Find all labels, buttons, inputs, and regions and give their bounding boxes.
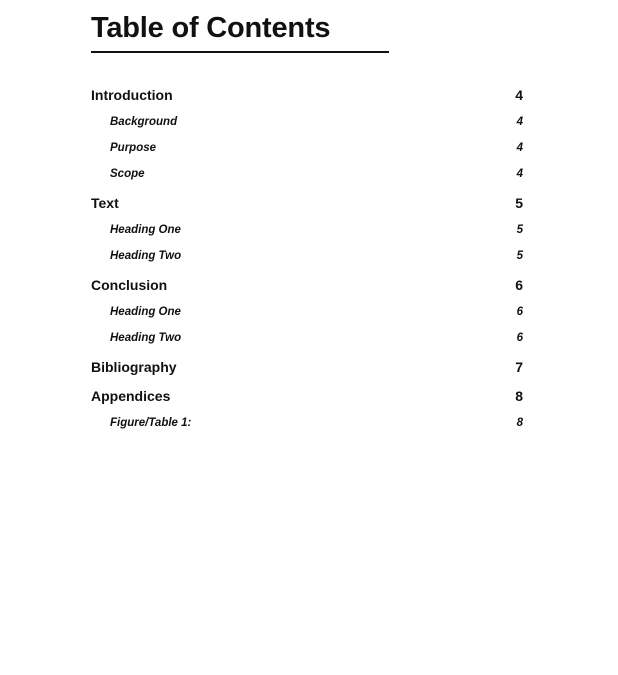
- toc-entry-background[interactable]: [91, 114, 523, 130]
- toc-entry-heading-two[interactable]: [91, 330, 523, 346]
- toc-entry-page-number: 4: [516, 168, 523, 180]
- title-underline: [91, 51, 389, 53]
- toc-entry-label: Heading One: [110, 306, 181, 318]
- toc-entry-conclusion[interactable]: [91, 275, 523, 295]
- toc-entry-appendices[interactable]: [91, 386, 523, 406]
- toc-entry-page-number: 8: [516, 417, 523, 429]
- toc-entry-page-number: 7: [515, 359, 523, 375]
- toc-entry-heading-two[interactable]: [91, 248, 523, 264]
- toc-entry-label: Figure/Table 1:: [110, 417, 192, 429]
- toc-entry-label: Heading Two: [110, 250, 182, 262]
- toc-entry-label: Conclusion: [91, 277, 168, 293]
- toc-entry-page-number: 5: [515, 195, 523, 211]
- toc-entry-label: Heading One: [110, 224, 181, 236]
- toc-entry-bibliography[interactable]: [91, 357, 523, 377]
- toc-entry-label: Heading Two: [110, 332, 182, 344]
- toc-entry-purpose[interactable]: [91, 140, 523, 156]
- toc-entry-page-number: 4: [516, 116, 523, 128]
- toc-entry-introduction[interactable]: [91, 85, 523, 105]
- toc-entry-heading-one[interactable]: [91, 304, 523, 320]
- toc-entry-label: Purpose: [110, 142, 157, 154]
- toc-entry-page-number: 8: [515, 388, 523, 404]
- toc-entry-label: Appendices: [91, 388, 171, 404]
- toc-entry-heading-one[interactable]: [91, 222, 523, 238]
- toc-entry-scope[interactable]: [91, 166, 523, 182]
- toc-entry-label: Scope: [110, 168, 145, 180]
- toc-entry-page-number: 6: [516, 332, 523, 344]
- toc-entry-page-number: 5: [516, 250, 523, 262]
- toc-entry-figure-table-1[interactable]: [91, 415, 523, 431]
- toc-entry-label: Bibliography: [91, 359, 177, 375]
- toc-entry-label: Introduction: [91, 87, 173, 103]
- toc-entry-label: Background: [110, 116, 178, 128]
- toc-entry-page-number: 4: [515, 87, 523, 103]
- toc-entry-page-number: 4: [516, 142, 523, 154]
- toc-entry-text[interactable]: [91, 193, 523, 213]
- toc-entry-page-number: 6: [516, 306, 523, 318]
- toc-entry-page-number: 5: [516, 224, 523, 236]
- page-title: Table of Contents: [91, 12, 331, 44]
- toc-entry-page-number: 6: [515, 277, 523, 293]
- toc-entry-label: Text: [91, 195, 119, 211]
